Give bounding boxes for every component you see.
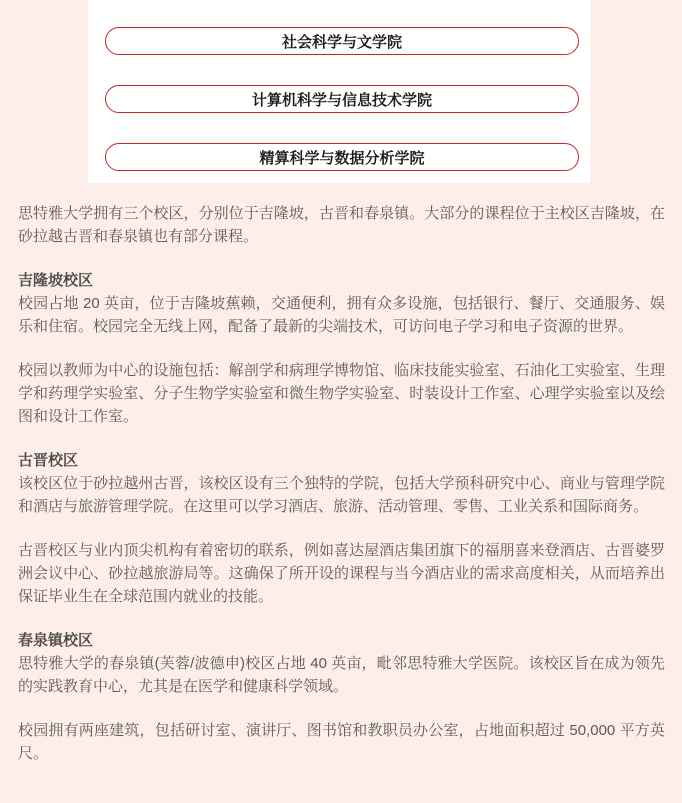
- campus-heading-springhill: 春泉镇校区: [18, 632, 94, 649]
- campus-paragraph: 古晋校区与业内顶尖机构有着密切的联系，例如喜达屋酒店集团旗下的福朋喜来登酒店、古晋婆罗洲会议中心、砂拉越旅游局等。这确保了所开设的课程与当今酒店业的需求高度相关，从而培养出保证毕业生在全球范围内就业的技能。: [18, 542, 665, 605]
- faculty-buttons-panel: [88, 0, 590, 183]
- campus-paragraph: 校园拥有两座建筑，包括研讨室、演讲厅、图书馆和教职员办公室，占地面积超过 50,000 平方英尺。: [18, 722, 665, 762]
- campus-info-article: [0, 183, 682, 780]
- campus-paragraph: 校园以教师为中心的设施包括：解剖学和病理学博物馆、临床技能实验室、石油化工实验室、生理学和药理学实验室、分子生物学实验室和微生物学实验室、时装设计工作室、心理学实验室以及绘图和设计工作室。: [18, 362, 665, 425]
- campus-paragraph: 该校区位于砂拉越州古晋，该校区设有三个独特的学院，包括大学预科研究中心、商业与管理学院和酒店与旅游管理学院。在这里可以学习酒店、旅游、活动管理、零售、工业关系和国际商务。: [18, 475, 665, 515]
- campus-heading-kuala-lumpur: 吉隆坡校区: [18, 272, 94, 289]
- campus-paragraph: 校园占地 20 英亩，位于吉隆坡蕉赖，交通便利，拥有众多设施，包括银行、餐厅、交通服务、娱乐和住宿。校园完全无线上网，配备了最新的尖端技术，可访问电子学习和电子资源的世界。: [18, 295, 665, 335]
- campus-heading-kuching: 古晋校区: [18, 452, 79, 469]
- faculty-button-actuarial-science[interactable]: 精算科学与数据分析学院: [105, 143, 579, 171]
- faculty-button-social-sciences[interactable]: 社会科学与文学院: [105, 27, 579, 55]
- intro-paragraph: 思特雅大学拥有三个校区，分别位于吉隆坡，古晋和春泉镇。大部分的课程位于主校区吉隆坡，在砂拉越古晋和春泉镇也有部分课程。: [18, 205, 665, 245]
- faculty-button-computer-science[interactable]: 计算机科学与信息技术学院: [105, 85, 579, 113]
- campus-paragraph: 思特雅大学的春泉镇(芙蓉/波德申)校区占地 40 英亩，毗邻思特雅大学医院。该校区旨在成为领先的实践教育中心，尤其是在医学和健康科学领域。: [18, 655, 665, 695]
